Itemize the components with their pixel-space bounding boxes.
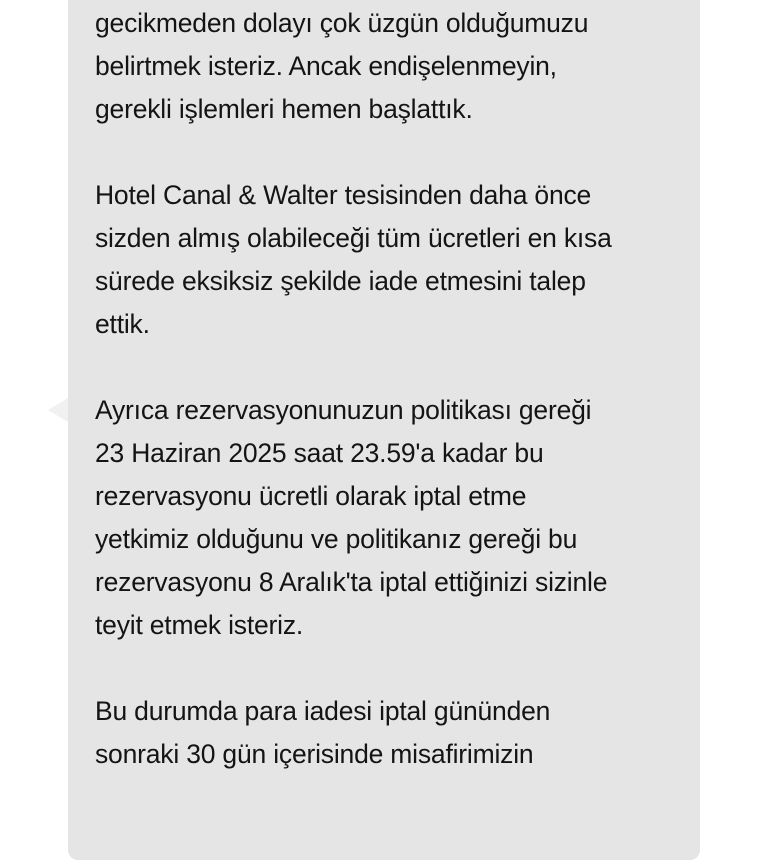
message-line: rezervasyonu ücretli olarak iptal etme	[95, 481, 527, 511]
message-line: belirtmek isteriz. Ancak endişelenmeyin,	[95, 51, 557, 81]
message-line: 23 Haziran 2025 saat 23.59'a kadar bu	[95, 438, 544, 468]
message-paragraph-4	[95, 690, 685, 776]
message-paragraph-3	[95, 389, 685, 647]
message-text	[95, 2, 685, 819]
message-line: sonraki 30 gün içerisinde misafirimizin	[95, 739, 534, 769]
message-line: sürede eksiksiz şekilde iade etmesini talep	[95, 266, 586, 296]
message-paragraph-2	[95, 174, 685, 346]
message-line: rezervasyonu 8 Aralık'ta iptal ettiğinizi sizinle	[95, 567, 608, 597]
bubble-tail	[48, 398, 68, 422]
message-paragraph-1	[95, 2, 685, 131]
message-line: Ayrıca rezervasyonunuzun politikası gereği	[95, 395, 592, 425]
message-line: gerekli işlemleri hemen başlattık.	[95, 94, 473, 124]
message-line: sizden almış olabileceği tüm ücretleri en kısa	[95, 223, 612, 253]
message-line: ettik.	[95, 309, 150, 339]
message-line: yetkimiz olduğunu ve politikanız gereği bu	[95, 524, 578, 554]
message-line: Bu durumda para iadesi iptal gününden	[95, 696, 551, 726]
message-line: gecikmeden dolayı çok üzgün olduğumuzu	[95, 8, 589, 38]
message-line: teyit etmek isteriz.	[95, 610, 304, 640]
message-line: Hotel Canal & Walter tesisinden daha önce	[95, 180, 592, 210]
